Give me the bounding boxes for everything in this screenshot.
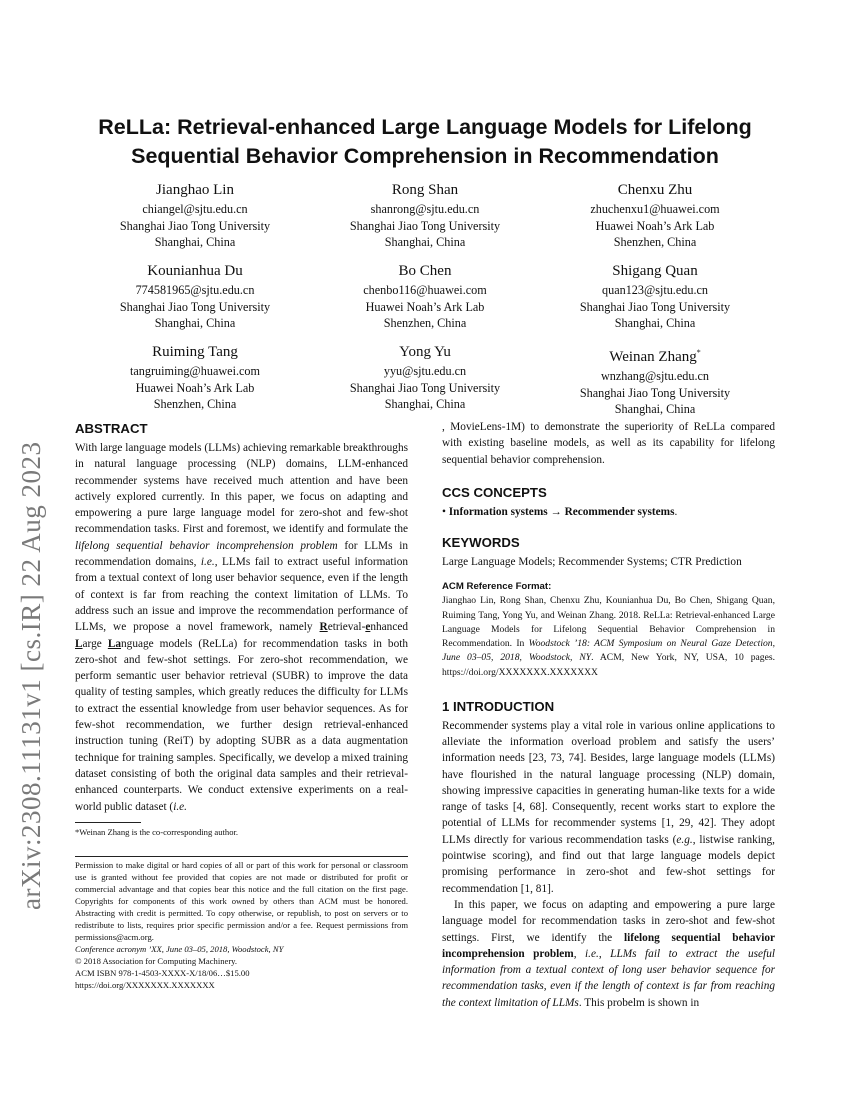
acm-ref-text: Jianghao Lin, Rong Shan, Chenxu Zhu, Kounianhua Du, Bo Chen, Shigang Quan, Ruiming Tang, Yong Yu, and Weinan Zhang. 2018. ReLLa: Retrieval-enhanced Large Language Models for Lifelong Sequential Behavior Comprehension in Recommendation. In Woodstock ’18: ACM Symposium on Neural Gaze Detection, June 03–05, 2018, Woodstock, NY. ACM, New York, NY, USA, 10 pages. https://doi.org/XXXXXXX.XXXXXXX bbox=[442, 595, 775, 678]
author-block bbox=[75, 261, 315, 332]
author-location: Shanghai, China bbox=[384, 397, 466, 411]
author-location: Shanghai, China bbox=[154, 235, 236, 249]
left-column bbox=[75, 420, 408, 815]
author-location: Shanghai, China bbox=[384, 235, 466, 249]
author-email: wnzhang@sjtu.edu.cn bbox=[600, 369, 710, 383]
acm-ref-heading: ACM Reference Format: bbox=[442, 581, 552, 593]
doi-line: https://doi.org/XXXXXXX.XXXXXXX bbox=[75, 980, 215, 990]
author-email: chiangel@sjtu.edu.cn bbox=[142, 202, 248, 216]
author-email: chenbo116@huawei.com bbox=[363, 283, 487, 297]
ccs-heading: CCS CONCEPTS bbox=[442, 484, 547, 500]
keywords-text: Large Language Models; Recommender Systems; CTR Prediction bbox=[442, 556, 742, 569]
author-block bbox=[75, 180, 315, 251]
author-block bbox=[305, 342, 545, 413]
footnote-rule bbox=[75, 822, 141, 823]
author-affiliation: Huawei Noah’s Ark Lab bbox=[135, 380, 255, 395]
author-location: Shenzhen, China bbox=[613, 235, 697, 249]
author-email: yyu@sjtu.edu.cn bbox=[383, 364, 467, 378]
footnote: *Weinan Zhang is the co-corresponding author. bbox=[75, 827, 239, 837]
paper-title: ReLLa: Retrieval-enhanced Large Language Models for Lifelong Sequential Behavior Comprehension in Recommendation bbox=[98, 115, 752, 168]
author-affiliation: Shanghai Jiao Tong University bbox=[579, 385, 731, 400]
author-email: shanrong@sjtu.edu.cn bbox=[370, 202, 480, 216]
author-affiliation: Shanghai Jiao Tong University bbox=[119, 299, 271, 314]
author-email: quan123@sjtu.edu.cn bbox=[602, 283, 708, 297]
corresponding-mark: * bbox=[696, 348, 701, 357]
conference-line: Conference acronym ’XX, June 03–05, 2018, Woodstock, NY bbox=[75, 944, 284, 954]
author-affiliation: Shanghai Jiao Tong University bbox=[119, 218, 271, 233]
keywords-heading: KEYWORDS bbox=[442, 535, 520, 551]
author-block bbox=[305, 261, 545, 332]
author-name: Yong Yu bbox=[399, 344, 451, 360]
author-name: Weinan Zhang* bbox=[609, 348, 701, 365]
author-location: Shanghai, China bbox=[614, 316, 696, 330]
author-location: Shenzhen, China bbox=[383, 316, 467, 330]
author-name: Chenxu Zhu bbox=[617, 182, 693, 198]
right-column bbox=[442, 419, 775, 1011]
author-affiliation: Shanghai Jiao Tong University bbox=[579, 299, 731, 314]
author-block bbox=[535, 180, 775, 251]
author-name: Kounianhua Du bbox=[147, 263, 243, 279]
author-block bbox=[535, 261, 775, 332]
intro-heading: 1 INTRODUCTION bbox=[442, 698, 555, 714]
author-affiliation: Huawei Noah’s Ark Lab bbox=[365, 299, 485, 314]
author-email: tangruiming@huawei.com bbox=[129, 364, 261, 378]
author-block bbox=[305, 180, 545, 251]
intro-paragraph-1: Recommender systems play a vital role in various online applications to alleviate the information overload problem and satisfy the users’ information needs [23, 73, 74]. Besides, large language models (LLMs) have flourished in the natural language processing (NLP) domain, showing impressive capacities in generating human-like texts for a wide range of tasks [4, 68]. Consequently, recent works start to explore the potential of LLMs for recommender systems [1, 29, 42]. They adopt LLMs directly for various recommendation tasks (e.g., listwise ranking, pointwise scoring), and find out that large language models depict promising performance in zero-shot and few-shot settings for recommendation [1, 81]. bbox=[442, 719, 776, 895]
abstract-text-continued: , MovieLens-1M) to demonstrate the superiority of ReLLa compared with existing baseline models, as well as its capability for lifelong sequential behavior comprehension. bbox=[442, 421, 775, 466]
author-email: zhuchenxu1@huawei.com bbox=[590, 202, 720, 216]
author-location: Shanghai, China bbox=[614, 402, 696, 416]
permission-rule bbox=[75, 856, 408, 857]
author-location: Shanghai, China bbox=[154, 316, 236, 330]
author-name: Ruiming Tang bbox=[152, 344, 238, 360]
author-affiliation: Shanghai Jiao Tong University bbox=[349, 380, 501, 395]
author-email: 774581965@sjtu.edu.cn bbox=[135, 283, 255, 297]
abstract-text: With large language models (LLMs) achieving remarkable breakthroughs in natural language processing (NLP) domains, LLM-enhanced recommender systems have received much attention and have been actively explored currently. In this paper, we focus on adapting and empowering a pure large language model for zero-shot and few-shot recommendation tasks. First and foremost, we identify and formulate the lifelong sequential behavior incomprehension problem for LLMs in recommendation domains, i.e., LLMs fail to extract useful information from a textual context of long user behavior sequence, even if the length of context is far from reaching the context limitation of LLMs. To address such an issue and improve the recommendation performance of LLMs, we propose a novel framework, namely Retrieval-enhanced Large Language models (ReLLa) for recommendation tasks in both zero-shot and few-shot settings. For zero-shot recommendation, we perform semantic user behavior retrieval (SUBR) to improve the data quality of testing samples, which greatly reduces the difficulty for LLMs to extract the essential knowledge from user behavior sequences. As for few-shot recommendation, we further design retrieval-enhanced instruction tuning (ReiT) by adopting SUBR as a data augmentation technique for training samples. Specifically, we develop a mixed training dataset consisting of both the original data samples and their retrieval-enhanced counterparts. We conduct extensive experiments on a real-world public dataset (i.e. bbox=[75, 442, 408, 813]
author-block bbox=[535, 342, 775, 418]
author-location: Shenzhen, China bbox=[153, 397, 237, 411]
intro-paragraph-2: In this paper, we focus on adapting and empowering a pure large language model for recommendation tasks in zero-shot and few-shot settings. First, we identify the lifelong sequential behavior incomprehension problem, i.e., LLMs fail to extract the useful information from a textual context of long user behavior sequence for recommendation tasks, even if the length of context is far from reaching the context limitation of LLMs. This probelm is shown in bbox=[442, 898, 775, 1009]
abstract-heading: ABSTRACT bbox=[75, 421, 148, 436]
author-name: Rong Shan bbox=[391, 182, 459, 198]
author-affiliation: Shanghai Jiao Tong University bbox=[349, 218, 501, 233]
author-name: Jianghao Lin bbox=[156, 182, 234, 198]
author-name: Shigang Quan bbox=[612, 263, 698, 279]
copyright-line: © 2018 Association for Computing Machinery. bbox=[75, 956, 238, 966]
author-affiliation: Huawei Noah’s Ark Lab bbox=[595, 218, 715, 233]
isbn-line: ACM ISBN 978-1-4503-XXXX-X/18/06…$15.00 bbox=[75, 968, 250, 978]
author-block bbox=[75, 342, 315, 413]
permission-block bbox=[75, 859, 408, 991]
ccs-concepts: • Information systems → Recommender systems. bbox=[442, 505, 678, 518]
arxiv-stamp: arXiv:2308.11131v1 [cs.IR] 22 Aug 2023 bbox=[16, 441, 46, 910]
author-name: Bo Chen bbox=[398, 263, 452, 279]
permission-text: Permission to make digital or hard copies of all or part of this work for personal or classroom use is granted without fee provided that copies are not made or distributed for profit or commercial advantage and that copies bear this notice and the full citation on the first page. Copyrights for components of this work owned by others than ACM must be honored. Abstracting with credit is permitted. To copy otherwise, or republish, to post on servers or to redistribute to lists, requires prior specific permission and/or a fee. Request permissions from permissions@acm.org. bbox=[75, 860, 408, 942]
